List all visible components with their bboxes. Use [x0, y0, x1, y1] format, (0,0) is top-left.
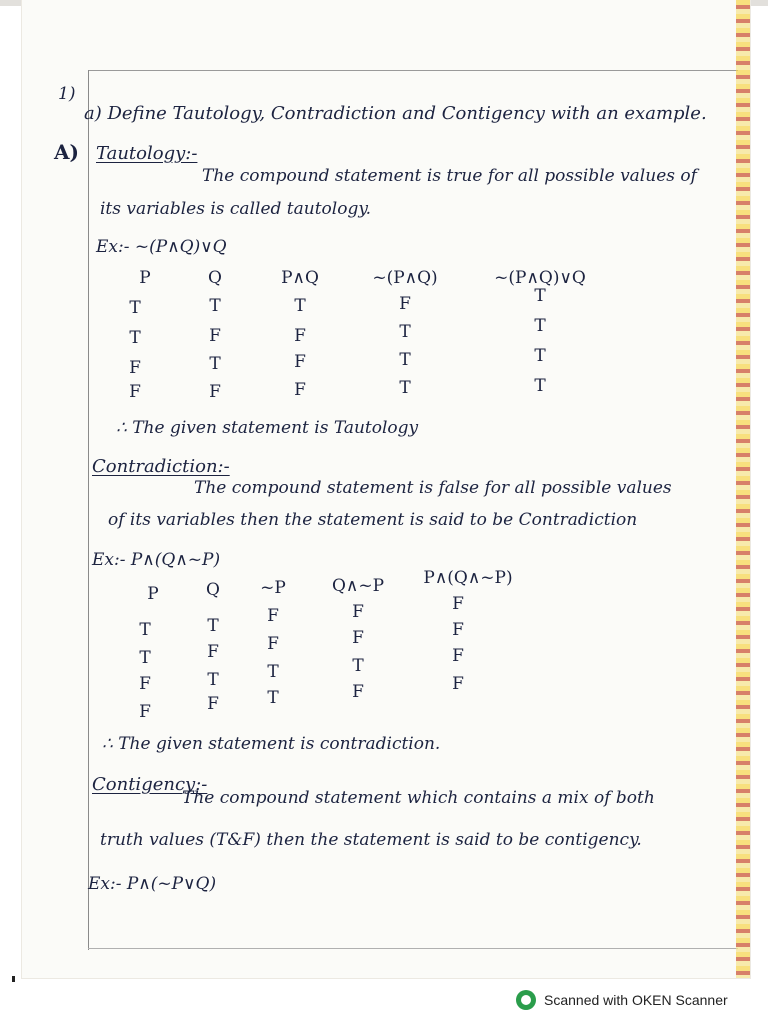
table-cell: F: [352, 628, 364, 648]
contigency-definition-line1: The compound statement which contains a mix of both: [182, 788, 655, 808]
table-cell: T: [139, 648, 151, 668]
table-cell: T: [267, 662, 279, 682]
tautology-header-q: Q: [208, 268, 222, 288]
oken-scanner-logo-icon: [516, 990, 536, 1010]
table-cell: F: [209, 326, 221, 346]
table-cell: T: [534, 346, 546, 366]
contradiction-header-p: P: [147, 584, 159, 604]
table-cell: F: [267, 606, 279, 626]
contradiction-heading: Contradiction:-: [92, 456, 230, 477]
contradiction-header-result: P∧(Q∧~P): [423, 568, 513, 588]
scanner-text: Scanned with OKEN Scanner: [544, 992, 728, 1008]
table-cell: F: [452, 646, 464, 666]
table-cell: F: [139, 674, 151, 694]
table-cell: T: [399, 378, 411, 398]
table-cell: F: [267, 634, 279, 654]
table-cell: F: [452, 674, 464, 694]
contradiction-example: Ex:- P∧(Q∧~P): [92, 550, 221, 570]
table-cell: F: [129, 382, 141, 402]
contradiction-truth-table: [108, 568, 628, 722]
contigency-definition-line2: truth values (T&F) then the statement is said to be contigency.: [100, 830, 642, 850]
scanner-watermark: [516, 990, 728, 1010]
notebook-edge-strip: [736, 0, 750, 978]
table-cell: F: [294, 380, 306, 400]
table-cell: T: [207, 616, 219, 636]
table-cell: F: [452, 594, 464, 614]
contradiction-definition-line2: of its variables then the statement is said to be Contradiction: [108, 510, 638, 530]
table-cell: T: [399, 322, 411, 342]
tautology-header-not-p-and-q: ~(P∧Q): [372, 268, 438, 288]
tautology-definition-line1: The compound statement is true for all possible values of: [202, 166, 697, 186]
table-cell: F: [207, 694, 219, 714]
table-cell: T: [129, 298, 141, 318]
question-text: a) Define Tautology, Contradiction and Contigency with an example.: [84, 103, 707, 124]
table-cell: F: [399, 294, 411, 314]
tautology-header-p: P: [139, 268, 151, 288]
table-cell: T: [352, 656, 364, 676]
table-cell: T: [209, 354, 221, 374]
tautology-heading: Tautology:-: [96, 143, 198, 164]
scan-mark: [12, 976, 15, 982]
tautology-header-p-and-q: P∧Q: [281, 268, 319, 288]
bottom-rule-line: [88, 948, 738, 949]
table-cell: F: [139, 702, 151, 722]
table-cell: T: [139, 620, 151, 640]
contradiction-header-not-p: ~P: [260, 578, 286, 598]
table-cell: T: [267, 688, 279, 708]
tautology-definition-line2: its variables is called tautology.: [100, 199, 372, 219]
scanned-notebook-page: [22, 0, 750, 978]
tautology-header-result: ~(P∧Q)∨Q: [494, 268, 586, 288]
contradiction-header-q: Q: [206, 580, 220, 600]
top-rule-line: [88, 70, 738, 71]
contigency-heading: Contigency:-: [92, 774, 208, 795]
answer-label: A): [54, 140, 79, 164]
tautology-truth-table: [100, 268, 660, 402]
contradiction-conclusion: ∴ The given statement is contradiction.: [102, 734, 441, 754]
table-cell: T: [207, 670, 219, 690]
tautology-example: Ex:- ~(P∧Q)∨Q: [96, 237, 227, 257]
contigency-example: Ex:- P∧(~P∨Q): [88, 874, 217, 894]
table-cell: T: [129, 328, 141, 348]
question-number: 1): [58, 84, 76, 104]
table-cell: T: [209, 296, 221, 316]
tautology-conclusion: ∴ The given statement is Tautology: [116, 418, 419, 438]
table-cell: F: [452, 620, 464, 640]
contradiction-header-q-and-not-p: Q∧~P: [331, 576, 385, 596]
table-cell: F: [352, 682, 364, 702]
table-cell: T: [534, 376, 546, 396]
table-cell: F: [209, 382, 221, 402]
table-cell: F: [352, 602, 364, 622]
table-cell: F: [294, 326, 306, 346]
table-cell: F: [294, 352, 306, 372]
table-cell: T: [534, 286, 546, 306]
margin-line: [88, 70, 89, 950]
table-cell: F: [129, 358, 141, 378]
contradiction-definition-line1: The compound statement is false for all possible values: [194, 478, 672, 498]
table-cell: F: [207, 642, 219, 662]
table-cell: T: [399, 350, 411, 370]
table-cell: T: [294, 296, 306, 316]
table-cell: T: [534, 316, 546, 336]
